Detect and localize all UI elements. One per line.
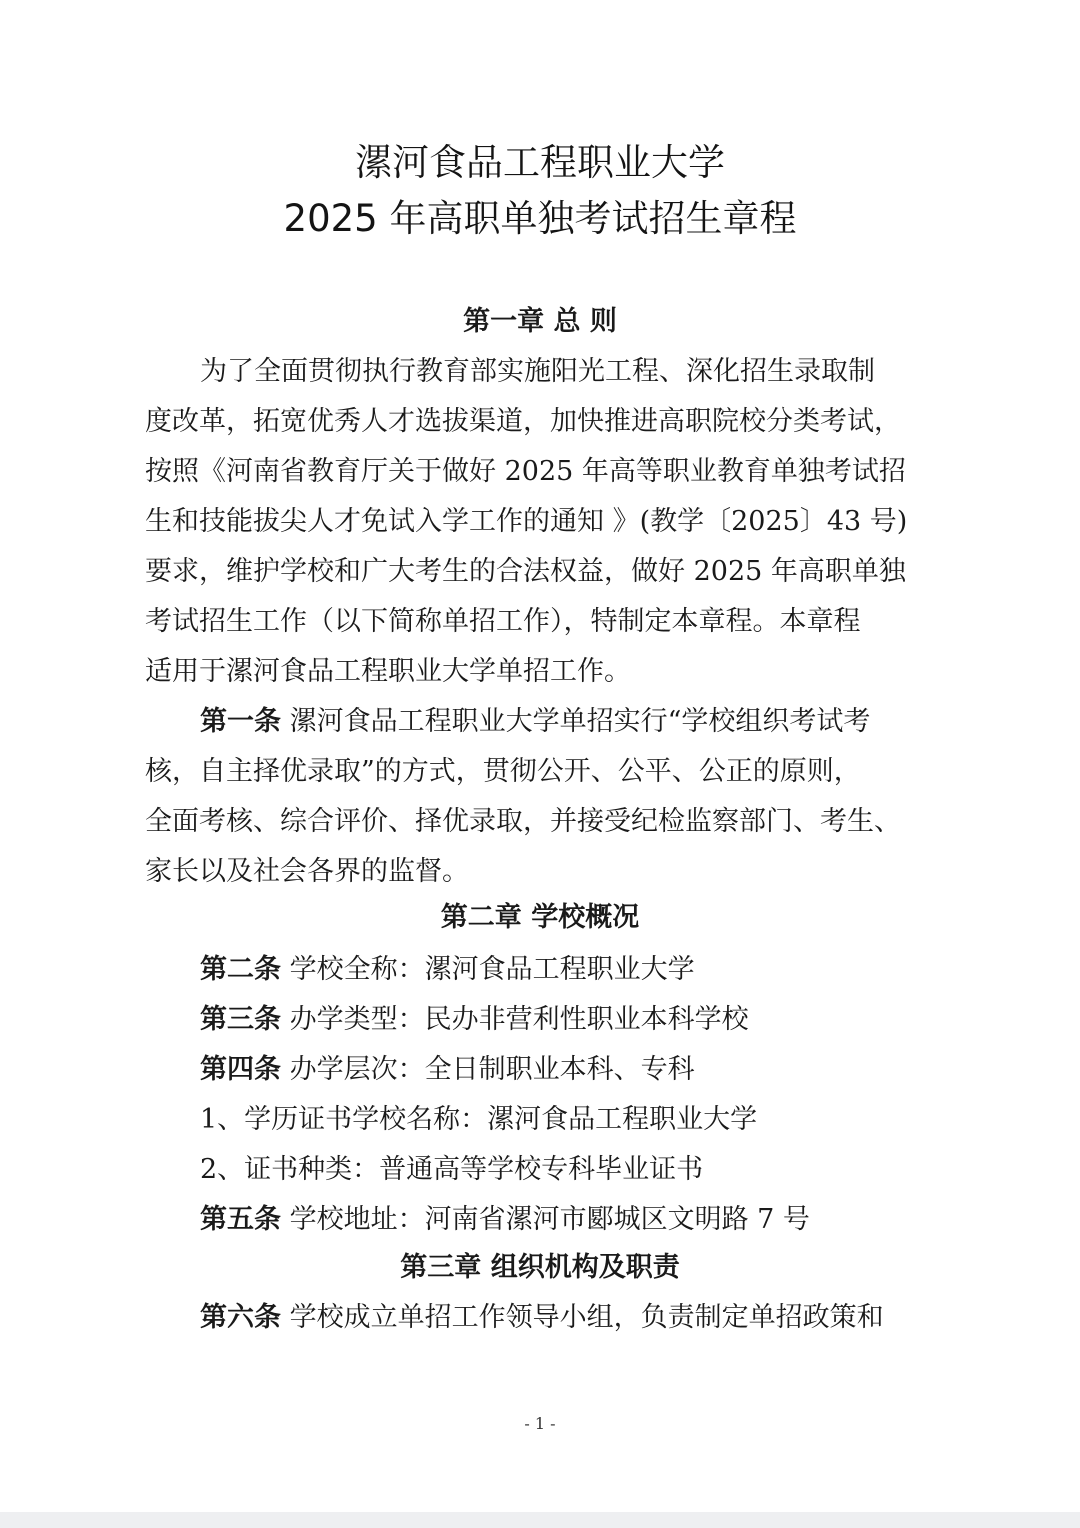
paragraph-line: 家长以及社会各界的监督。: [145, 856, 469, 887]
chapter-3-heading: 第三章 组织机构及职责: [400, 1252, 680, 1283]
paragraph-line: 为了全面贯彻执行教育部实施阳光工程、深化招生录取制: [200, 356, 875, 387]
paragraph-line: 生和技能拔尖人才免试入学工作的通知 》(教学〔2025〕43 号): [145, 506, 908, 537]
page-bottom-edge: [0, 1512, 1080, 1528]
article-3-line: [200, 1000, 1000, 1040]
page-number: - 1 -: [524, 1414, 556, 1433]
paragraph-line: 考试招生工作（以下简称单招工作），特制定本章程。本章程: [145, 606, 861, 637]
paragraph-line: 全面考核、综合评价、择优录取，并接受纪检监察部门、考生、: [145, 806, 901, 837]
article-2-text: 学校全称：漯河食品工程职业大学: [281, 954, 695, 985]
paragraph-line: 核，自主择优录取”的方式，贯彻公开、公平、公正的原则，: [145, 756, 861, 787]
list-item-1: 1、学历证书学校名称：漯河食品工程职业大学: [200, 1104, 758, 1135]
article-5-label: 第五条: [200, 1204, 281, 1235]
chapter-2-heading: 第二章 学校概况: [440, 902, 640, 933]
paragraph-line: 要求，维护学校和广大考生的合法权益，做好 2025 年高职单独: [145, 556, 906, 587]
article-2-line: [200, 950, 1000, 990]
article-4-line: [200, 1050, 1000, 1090]
chapter-1-heading: 第一章 总 则: [463, 306, 617, 337]
article-2-label: 第二条: [200, 954, 281, 985]
article-5-line: [200, 1200, 1000, 1240]
article-6-line: [200, 1298, 1000, 1338]
paragraph-line: 适用于漯河食品工程职业大学单招工作。: [145, 656, 631, 687]
article-5-text: 学校地址：河南省漯河市郾城区文明路 7 号: [281, 1204, 810, 1235]
document-title-line-1: 漯河食品工程职业大学: [355, 141, 725, 184]
article-1-line: [200, 702, 1000, 742]
paragraph-line: 度改革，拓宽优秀人才选拔渠道，加快推进高职院校分类考试，: [145, 406, 901, 437]
document-title-line-2: 2025 年高职单独考试招生章程: [283, 197, 797, 240]
paragraph-line: 按照《河南省教育厅关于做好 2025 年高等职业教育单独考试招: [145, 456, 906, 487]
article-6-text: 学校成立单招工作领导小组，负责制定单招政策和: [281, 1302, 884, 1333]
article-1-text: 漯河食品工程职业大学单招实行“学校组织考试考: [281, 706, 871, 737]
article-4-label: 第四条: [200, 1054, 281, 1085]
article-1-label: 第一条: [200, 706, 281, 737]
article-3-label: 第三条: [200, 1004, 281, 1035]
list-item-2: 2、证书种类：普通高等学校专科毕业证书: [200, 1154, 704, 1185]
article-4-text: 办学层次：全日制职业本科、专科: [281, 1054, 695, 1085]
article-3-text: 办学类型：民办非营利性职业本科学校: [281, 1004, 749, 1035]
article-6-label: 第六条: [200, 1302, 281, 1333]
